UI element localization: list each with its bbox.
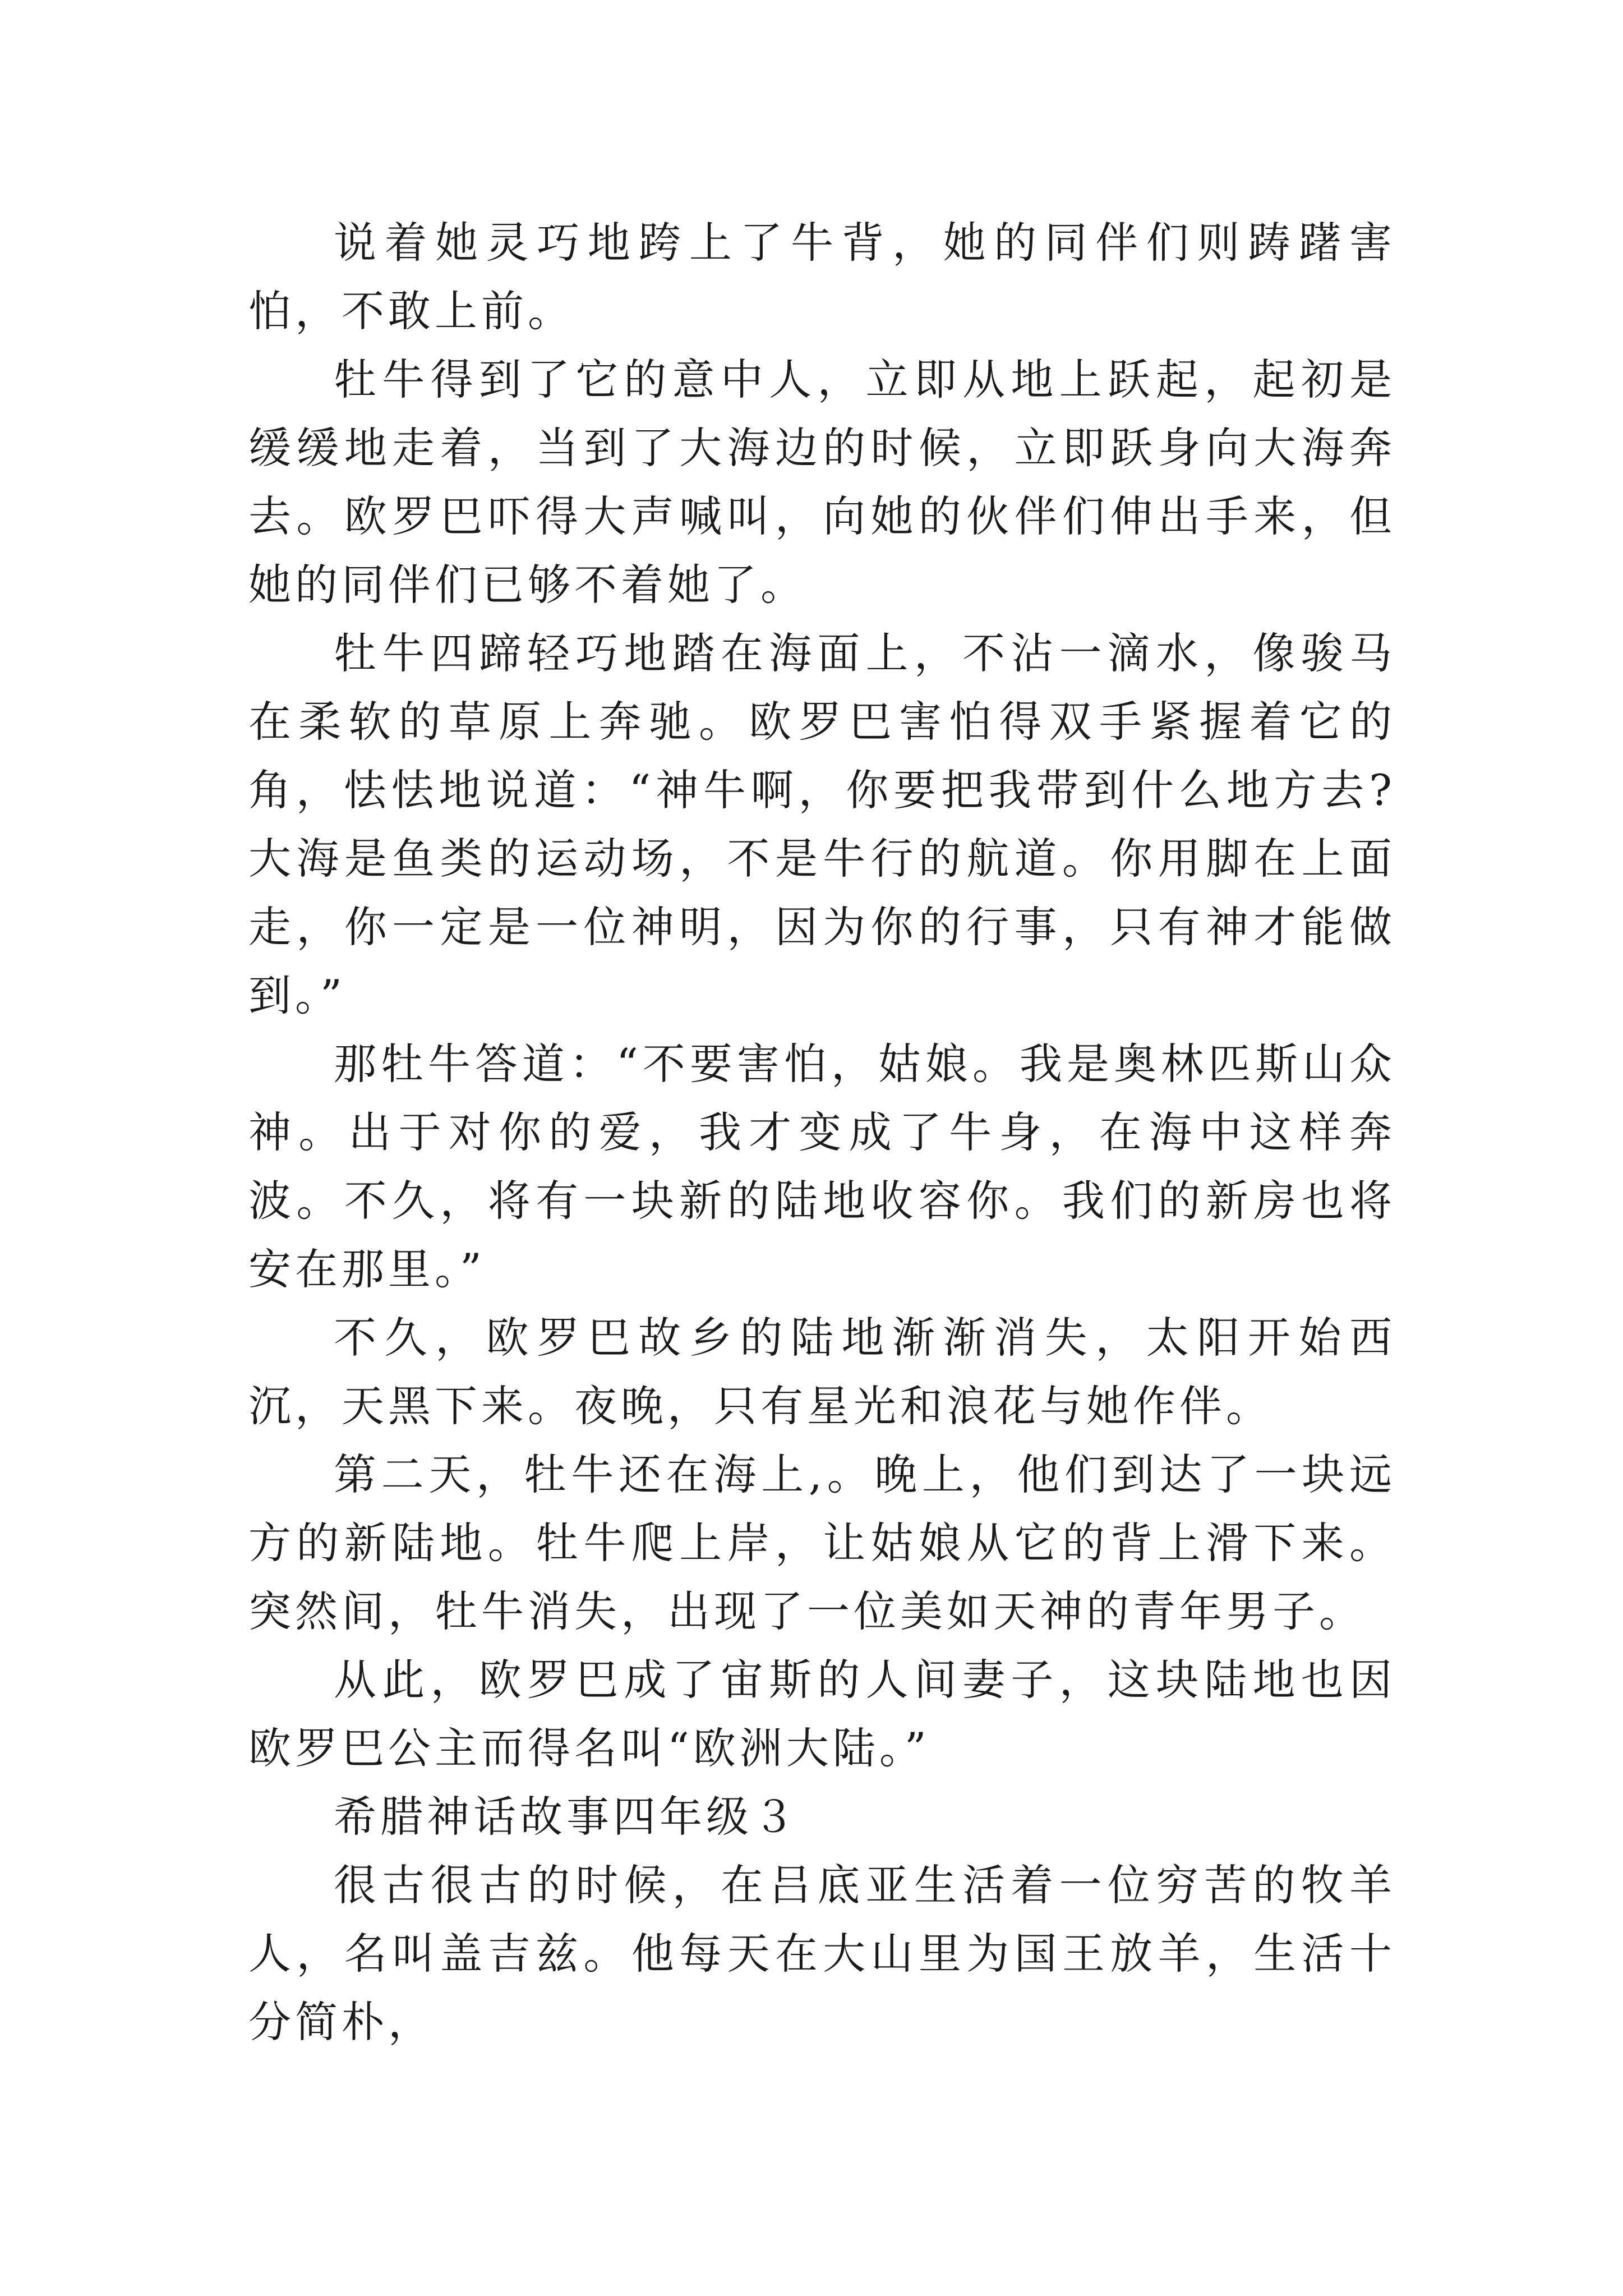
section-heading: 希腊神话故事四年级３ [334,1792,799,1842]
paragraph-5: 不久，欧罗巴故乡的陆地渐渐消失，太阳开始西沉，天黑下来。夜晚，只有星光和浪花与她作伴。 [248,1313,1396,1431]
paragraph-2: 牡牛得到了它的意中人，立即从地上跃起，起初是缓缓地走着，当到了大海边的时候，立即跃身向大海奔去。欧罗巴吓得大声喊叫，向她的伙伴们伸出手来，但她的同伴们已够不着她了。 [248,355,1396,610]
paragraph-7: 从此，欧罗巴成了宙斯的人间妻子，这块陆地也因欧罗巴公主而得名叫“欧洲大陆。” [248,1655,1396,1773]
paragraph-4: 那牡牛答道：“不要害怕，姑娘。我是奥林匹斯山众神。出于对你的爱，我才变成了牛身，在海中这样奔波。不久，将有一块新的陆地收容你。我们的新房也将安在那里。” [248,1039,1396,1294]
paragraph-6: 第二天，牡牛还在海上,。晚上，他们到达了一块远方的新陆地。牡牛爬上岸，让姑娘从它的背上滑下来。突然间，牡牛消失，出现了一位美如天神的青年男子。 [248,1450,1396,1636]
paragraph-1: 说着她灵巧地跨上了牛背，她的同伴们则踌躇害怕，不敢上前。 [248,218,1396,336]
paragraph-8: 很古很古的时候，在吕底亚生活着一位穷苦的牧羊人，名叫盖吉兹。他每天在大山里为国王放羊，生活十分简朴， [248,1860,1396,2047]
paragraph-3: 牡牛四蹄轻巧地踏在海面上，不沾一滴水，像骏马在柔软的草原上奔驰。欧罗巴害怕得双手紧握着它的角，怯怯地说道：“神牛啊，你要把我带到什么地方去?大海是鱼类的运动场，不是牛行的航道。你用脚在上面走，你一定是一位神明，因为你的行事，只有神才能做到。” [248,628,1396,1020]
document-body [248,209,1396,2056]
